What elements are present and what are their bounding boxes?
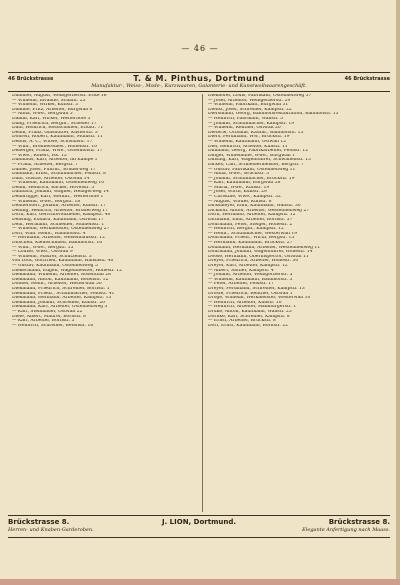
directory-entry: — Johann, Schuhmacher, Brückstr. 19 [208,176,295,181]
ad-header-right: 46 Brückstrasse [344,76,390,82]
directory-entry: Diersmann, Georg, Bahnhofsrestauration, Bahnhofstr. 13 [208,112,339,117]
directory-entry: Debus, A. C., Witwe, Schwanstr. 17 [12,139,93,144]
directory-entry: — Wilhelm, Rentner, Ostwall 20 [208,126,281,131]
header-rule-top [8,72,390,73]
directory-entry: Daul, Heinrich, Rostschmied, Eckstr. 71 [12,126,104,131]
directory-entry: Dinsing, Karl, Wagenführer, Schwanenstr. 13 [208,158,311,163]
directory-entry: Diekmann, Hermann, Arbeiter, Kampstr. 13 [12,296,112,301]
column-divider [202,94,203,512]
directory-entry: Diekmann, Anton, Kaufmann, Betenstr. 12 [12,277,109,282]
directory-entry: — Josef, Arbeiter, Weißgerberstr. 29 [208,98,291,103]
directory-entry: — Wilhelm, Werkmeister, Ostenhellweg 27 [12,227,110,232]
directory-entry: Damme, Fritz, Arbeiter, Burgwall 6 [12,107,93,112]
directory-entry: Dahl, Gustav, Arbeiter, Ostwall 14 [12,176,90,181]
directory-entry: Dohmann, Hermann, Arbeiter, Westenhellweg 11 [208,245,321,250]
directory-entry: — Wilh., Wwe., Bergstr. 15 [12,245,74,250]
directory-entry: — Heinrich, Arbeiter, Hamburgerstr. 1 [208,305,297,310]
directory-entry: Daniel, Josef, Fuhrm., Brüderweg 17 [12,167,96,172]
page-edge [396,0,400,585]
directory-entry: Dieterle, Ottomar, Kaufm., Bahnhofstr. 15 [208,130,304,135]
directory-entry: Diel, Heinrich, Arbeiter, Kuhstr. 11 [208,144,288,149]
directory-entry: Dörnke, Karl, Schreiner, Kampstr. 8 [208,314,290,319]
directory-entry: — Albert, Sattler, Kampstr. 4 [208,268,274,273]
directory-entry: Dehl, Hermann, Schneider, Mühlenstr. 1 [12,222,105,227]
directory-entry: — Gustav, Kaufmann, Ostenhellweg 5 [12,263,98,268]
directory-entry: Diele, Albert, Maurer, Bornstr. 8 [12,314,86,319]
directory-entry: Diekmann, Friedrich, Schreiner, Bornstr. 1 [12,286,110,291]
ad-header-title: T. & M. Pinthus, Dortmund [133,74,265,83]
footer-rule-top [8,515,390,516]
directory-entry: Dreyer, Ferdinand, Schreiner, Kampstr. 13 [208,286,305,291]
directory-entry: — Anna, Wwe., Bergwall 5 [12,112,73,117]
directory-entry: — Ernst, Arbeiter, Brückstr. 8 [208,319,276,324]
directory-entry: Dröge, Wilhelm, Werkmeister, Westerwall 10 [208,296,311,301]
directory-entry: Dreyer, Friedrich, Arbeiter, Hohestr. 30 [208,259,299,264]
directory-entry: — Heinr., Schuhmacher, Westerwall 19 [208,231,298,236]
directory-entry: Dirkes, Carl, Schneidermeister, Bergstr. 7 [208,162,304,167]
directory-entry: Drüke, Anton, Kaufmann, Wallstr. 23 [208,309,292,314]
footer-subline-right: Elegante Anfertigung nach Maass. [302,527,390,533]
ad-header-left: 46 Brückstrasse [8,76,54,82]
directory-entry: — Wilhelm, Fabrikant, Burgwall 31 [208,103,289,108]
directory-entry: — Heinrich, Bergm., Kampstr. 12 [208,227,284,232]
directory-entry: Dohren, Robert, Kaufmann, Mühlstr. 11 [12,135,103,140]
directory-entry: Dohrmann, Peter, Steiger, Hohestr. 2 [208,222,293,227]
directory-entry: von Dick, Gottfried, Kaufmann, Hansastr. 40 [12,259,114,264]
directory-entry: Diekmann, Wilhelm, Arbeiter, Rosenthal 28 [12,273,111,278]
directory-entry: — Maria, Wwe., Kuhstr. 19 [208,185,270,190]
advertisement-footer [8,518,390,536]
directory-entry: — Wilhelm, Maurer, Schützenstr. 3 [12,254,92,259]
directory-entry: — Wilhelm, Wirker, Kuhstr. 3 [12,103,79,108]
directory-entry: Delling, Heinrich, Arbeiter, Brüderweg 17 [12,208,108,213]
directory-entry: — Josef, Wirth, Kuhstr. 29 [208,190,267,195]
directory-entry: — Karl, Kaufmann, Burgwall 28 [208,181,281,186]
directory-entry: — Heinrich, Arbeiter, Kuhstr. 10 [208,300,282,305]
directory-entry: — Anna, Wwe., Brückstr. 3 [208,172,270,177]
directory-entry: Dehnerstert, Johann, Arbeiter, Kuhstr. 17 [12,204,107,209]
directory-entry: Dillmann, Georg, Fabrikarbeiter, Feldstr. 12 [208,149,309,154]
directory-entry: Dörr, Ernst, Kaufmann, Bornstr. 22 [208,323,288,328]
directory-entry: — Hermann, Kaufmann, Brückstr. 27 [208,241,293,245]
footer-right: Brückstrasse 8. [328,518,390,526]
directory-entry: Dirksmeyer, Emil, Kaufmann, Wallstr. 30 [208,204,301,209]
directory-entry: — August, Wirker, Kuhstr. 8 [208,199,272,204]
directory-entry: — Karl, Arbeiter, Bornstr. 5 [12,319,75,324]
directory-entry: Dorf, Wilh. Heinr., Bahnhofstr. 4 [12,231,86,236]
directory-entry: — Gustav, Fabrikant, Ostenhellweg 11 [208,167,296,172]
ad-header-subline: Manufaktur-, Weiss-, Mode-, Kurzwaaren, Galanterie- und Kunstwollwaarengeschäft. [91,83,307,89]
directory-entry: — Wilhelm, Wwe., Bergstr. 18 [12,199,81,204]
directory-entry: Diekermann, Eugen, Wagenmeister, Hohestr. 12 [12,268,122,273]
directory-entry: — Johann, Schuhmacher, Kampstr. 19 [208,121,295,126]
directory-entry: — Heinrich, Schreiner, Betenstr. 16 [12,323,94,328]
directory-entry: Daubach, Johann, Wagner, Heiligerweg 14 [12,190,109,195]
directory-entry: Dorn, Karl, Gerichtsvollzieher, Kampstr. 40 [12,213,111,218]
directory-entry: Dickhoff, Anton, Arbeiter, Westenhellweg 27 [208,208,310,213]
directory-entry: — Wilhelm, Kaufmann, Ostenhellweg 10 [12,181,105,186]
directory-entry: Diekmann, Friedr., Schuhmacher, Feldstr. 41 [12,291,115,296]
directory-entry: Diekhöfer, Louis, Fabrikant, Ostenhellweg 37 [208,94,312,98]
directory-entry: Diekmann, Karl, Arbeiter, Ostenhellweg 3 [12,305,108,310]
directory-entry: Densing, Eduard, Kaufmann, Ostwall 17 [12,218,104,223]
directory-entry: Dalmann, Ernst, Schuhmacher, Feldstr. 8 [12,172,106,177]
directory-entry: Dreyer, Karl, Arbeiter, Kampstr. 12 [208,263,288,268]
directory-entry: — Peter, Arbeiter, Feldstr. 17 [208,282,275,287]
directory-entry: Dehm, Franz, Glashütter, Küsterstr. 3 [12,130,98,135]
directory-entry: — Wilhelm, Kaufmann, Ostwall 12 [208,139,287,144]
directory-entry: — Wilhelm, Invalide, Schäfft. 23 [12,98,86,103]
page-number: — 46 — [181,44,219,53]
header-rule-bottom [8,91,390,92]
directory-entry: Dehm, Heinrich, Bäcker, Hövelstr. 5 [12,185,95,190]
directory-entry: Dahlhaus, Karl, Arbeiter, im Kampe 1 [12,158,98,163]
directory-entry: Dorn, Hermann, Arbeiter, Kampstr. 12 [208,213,296,218]
directory-entry: — Johann, Arbeiter, Weißgerberstr. 5 [208,273,293,278]
directory-entry: — Wilhelm, Kaufmann, Bahnhofstr. 5 [208,277,293,282]
directory-entry: — Wwe., Robert, Hs. 15 [12,153,67,158]
directory-entry: Dammer, August, Weißgerberstr. Ecke 16 [12,94,107,98]
advertisement-header [8,74,390,90]
directory-entry: — Heinrich, Fabrikant, Wallstr. 5 [208,116,283,121]
footer-subline-left: Herren- und Knaben-Garderoben. [8,527,94,533]
directory-entry: — Franz, Arbeiter, Bergstr. 7 [12,162,78,167]
directory-entry: Dobbel, Heinr., Arbeiter, Westerwall 50 [12,282,102,287]
directory-entry: — Louise, Wwe., Ostwall 9 [12,250,73,255]
directory-entry: Droste, Friedrich, Rentner, Ostwall 1 [208,291,293,296]
directory-entry: Dienst, Josef, Schreiner, Kampstr. 22 [208,107,292,112]
footer-rule-bottom [8,537,390,538]
directory-entry: Dohrmann, Johann, Wagenführer, Hohestr. 14 [208,250,313,255]
directory-entry: — Karl, Steinhauer, Ostwall 22 [12,309,83,314]
directory-entry: — Wilh., Brennereibes., Hohenstr. 10 [12,144,97,149]
footer-left: Brückstrasse 8. [8,518,70,526]
right-column [208,94,392,328]
bottom-strip [0,579,400,585]
directory-entry: Doose, Hermann, Oberinspector, Ostwall 11 [208,254,309,259]
directory-entry: Dittmann, Emil, Arbeiter, Bornstr. 57 [208,218,293,223]
left-column [12,94,196,328]
directory-entry: Dang, Friedrich, Bergm., Scheuer 17 [12,121,97,126]
directory-entry: Dellbrügge, Karl, Werkm., Westerhöfe 1 [12,195,104,200]
directory-entry: — Hermann, Arbeiter, Weisenhausstr. 12 [12,236,106,241]
directory-entry: Damm, Karl, Wirker, Westerhöfe 3 [12,116,91,121]
directory-entry: Dinger, Wilhelmine, Wwe., Burgwall 1 [208,153,295,158]
directory-entry: Dohrmann, Friedr., Wirth, Bergstr. 15 [208,236,295,241]
directory-entry: Diers, Ferdinand, Ww., Brückstr. 19 [208,135,290,140]
footer-title: J. LION, Dortmund. [161,518,237,526]
directory-entry: — Christine, Wwe., Kampstr. 32 [208,195,281,200]
directory-entry: Diekmann, Johann, Schreiner, Kuhstr. 20 [12,300,106,305]
directory-entry: Deberger, Franz, Wwe., Ostenhofstr. 17 [12,149,103,154]
directory-entry: Ditschen, Kleinschmied, Bahnhofstr. 16 [12,241,103,245]
